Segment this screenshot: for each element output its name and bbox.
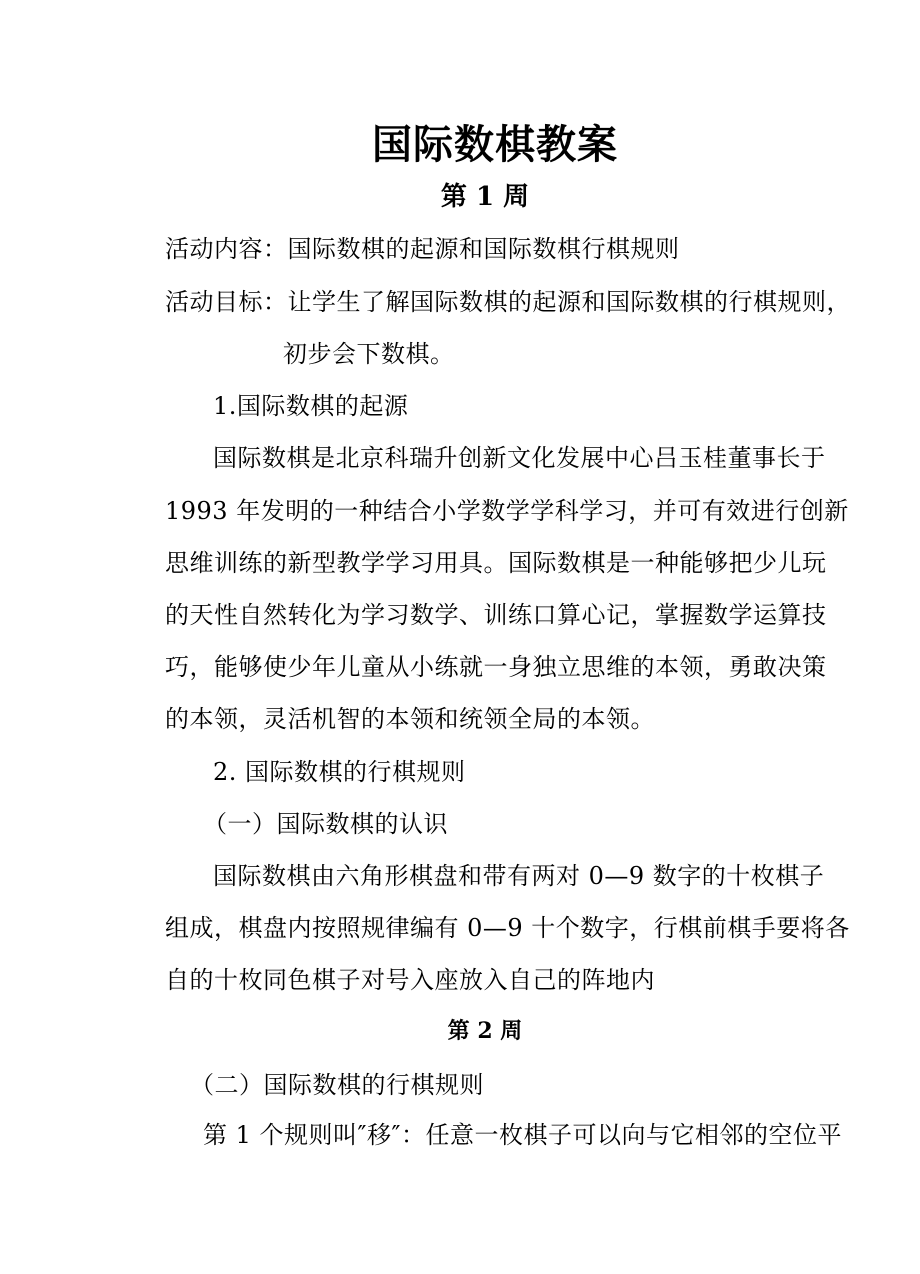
origin-paragraph-line: 巧，能够使少年儿童从小练就一身独立思维的本领，勇敢决策 xyxy=(165,653,827,681)
origin-paragraph-line: 1993 年发明的一种结合小学数学学科学习，并可有效进行创新 xyxy=(165,497,849,525)
origin-paragraph-line: 国际数棋是北京科瑞升创新文化发展中心吕玉桂董事长于 xyxy=(213,444,826,472)
activity-goal-line-1: 活动目标：让学生了解国际数棋的起源和国际数棋的行棋规则， xyxy=(165,288,851,316)
week-1-heading: 第 1 周 xyxy=(440,182,530,212)
activity-content: 活动内容：国际数棋的起源和国际数棋行棋规则 xyxy=(165,235,680,263)
week-2-heading: 第 2 周 xyxy=(447,1018,523,1044)
section-2-heading: 2. 国际数棋的行棋规则 xyxy=(213,758,466,786)
origin-paragraph-line: 的天性自然转化为学习数学、训练口算心记，掌握数学运算技 xyxy=(165,601,827,629)
origin-paragraph-line: 的本领，灵活机智的本领和统领全局的本领。 xyxy=(165,705,655,733)
subsection-2-heading: （二）国际数棋的行棋规则 xyxy=(190,1071,484,1099)
document-title: 国际数棋教案 xyxy=(372,121,618,168)
section-1-heading: 1.国际数棋的起源 xyxy=(213,392,409,420)
activity-goal-line-2: 初步会下数棋。 xyxy=(283,340,455,368)
recognition-paragraph-line: 国际数棋由六角形棋盘和带有两对 0—9 数字的十枚棋子 xyxy=(213,862,825,890)
recognition-paragraph-line: 组成，棋盘内按照规律编有 0—9 十个数字，行棋前棋手要将各 xyxy=(165,914,850,942)
subsection-1-heading: （一）国际数棋的认识 xyxy=(203,810,448,838)
origin-paragraph-line: 思维训练的新型教学学习用具。国际数棋是一种能够把少儿玩 xyxy=(165,549,827,577)
rule-1-line: 第 1 个规则叫″移″：任意一枚棋子可以向与它相邻的空位平 xyxy=(203,1121,842,1149)
recognition-paragraph-line: 自的十枚同色棋子对号入座放入自己的阵地内 xyxy=(165,966,655,994)
